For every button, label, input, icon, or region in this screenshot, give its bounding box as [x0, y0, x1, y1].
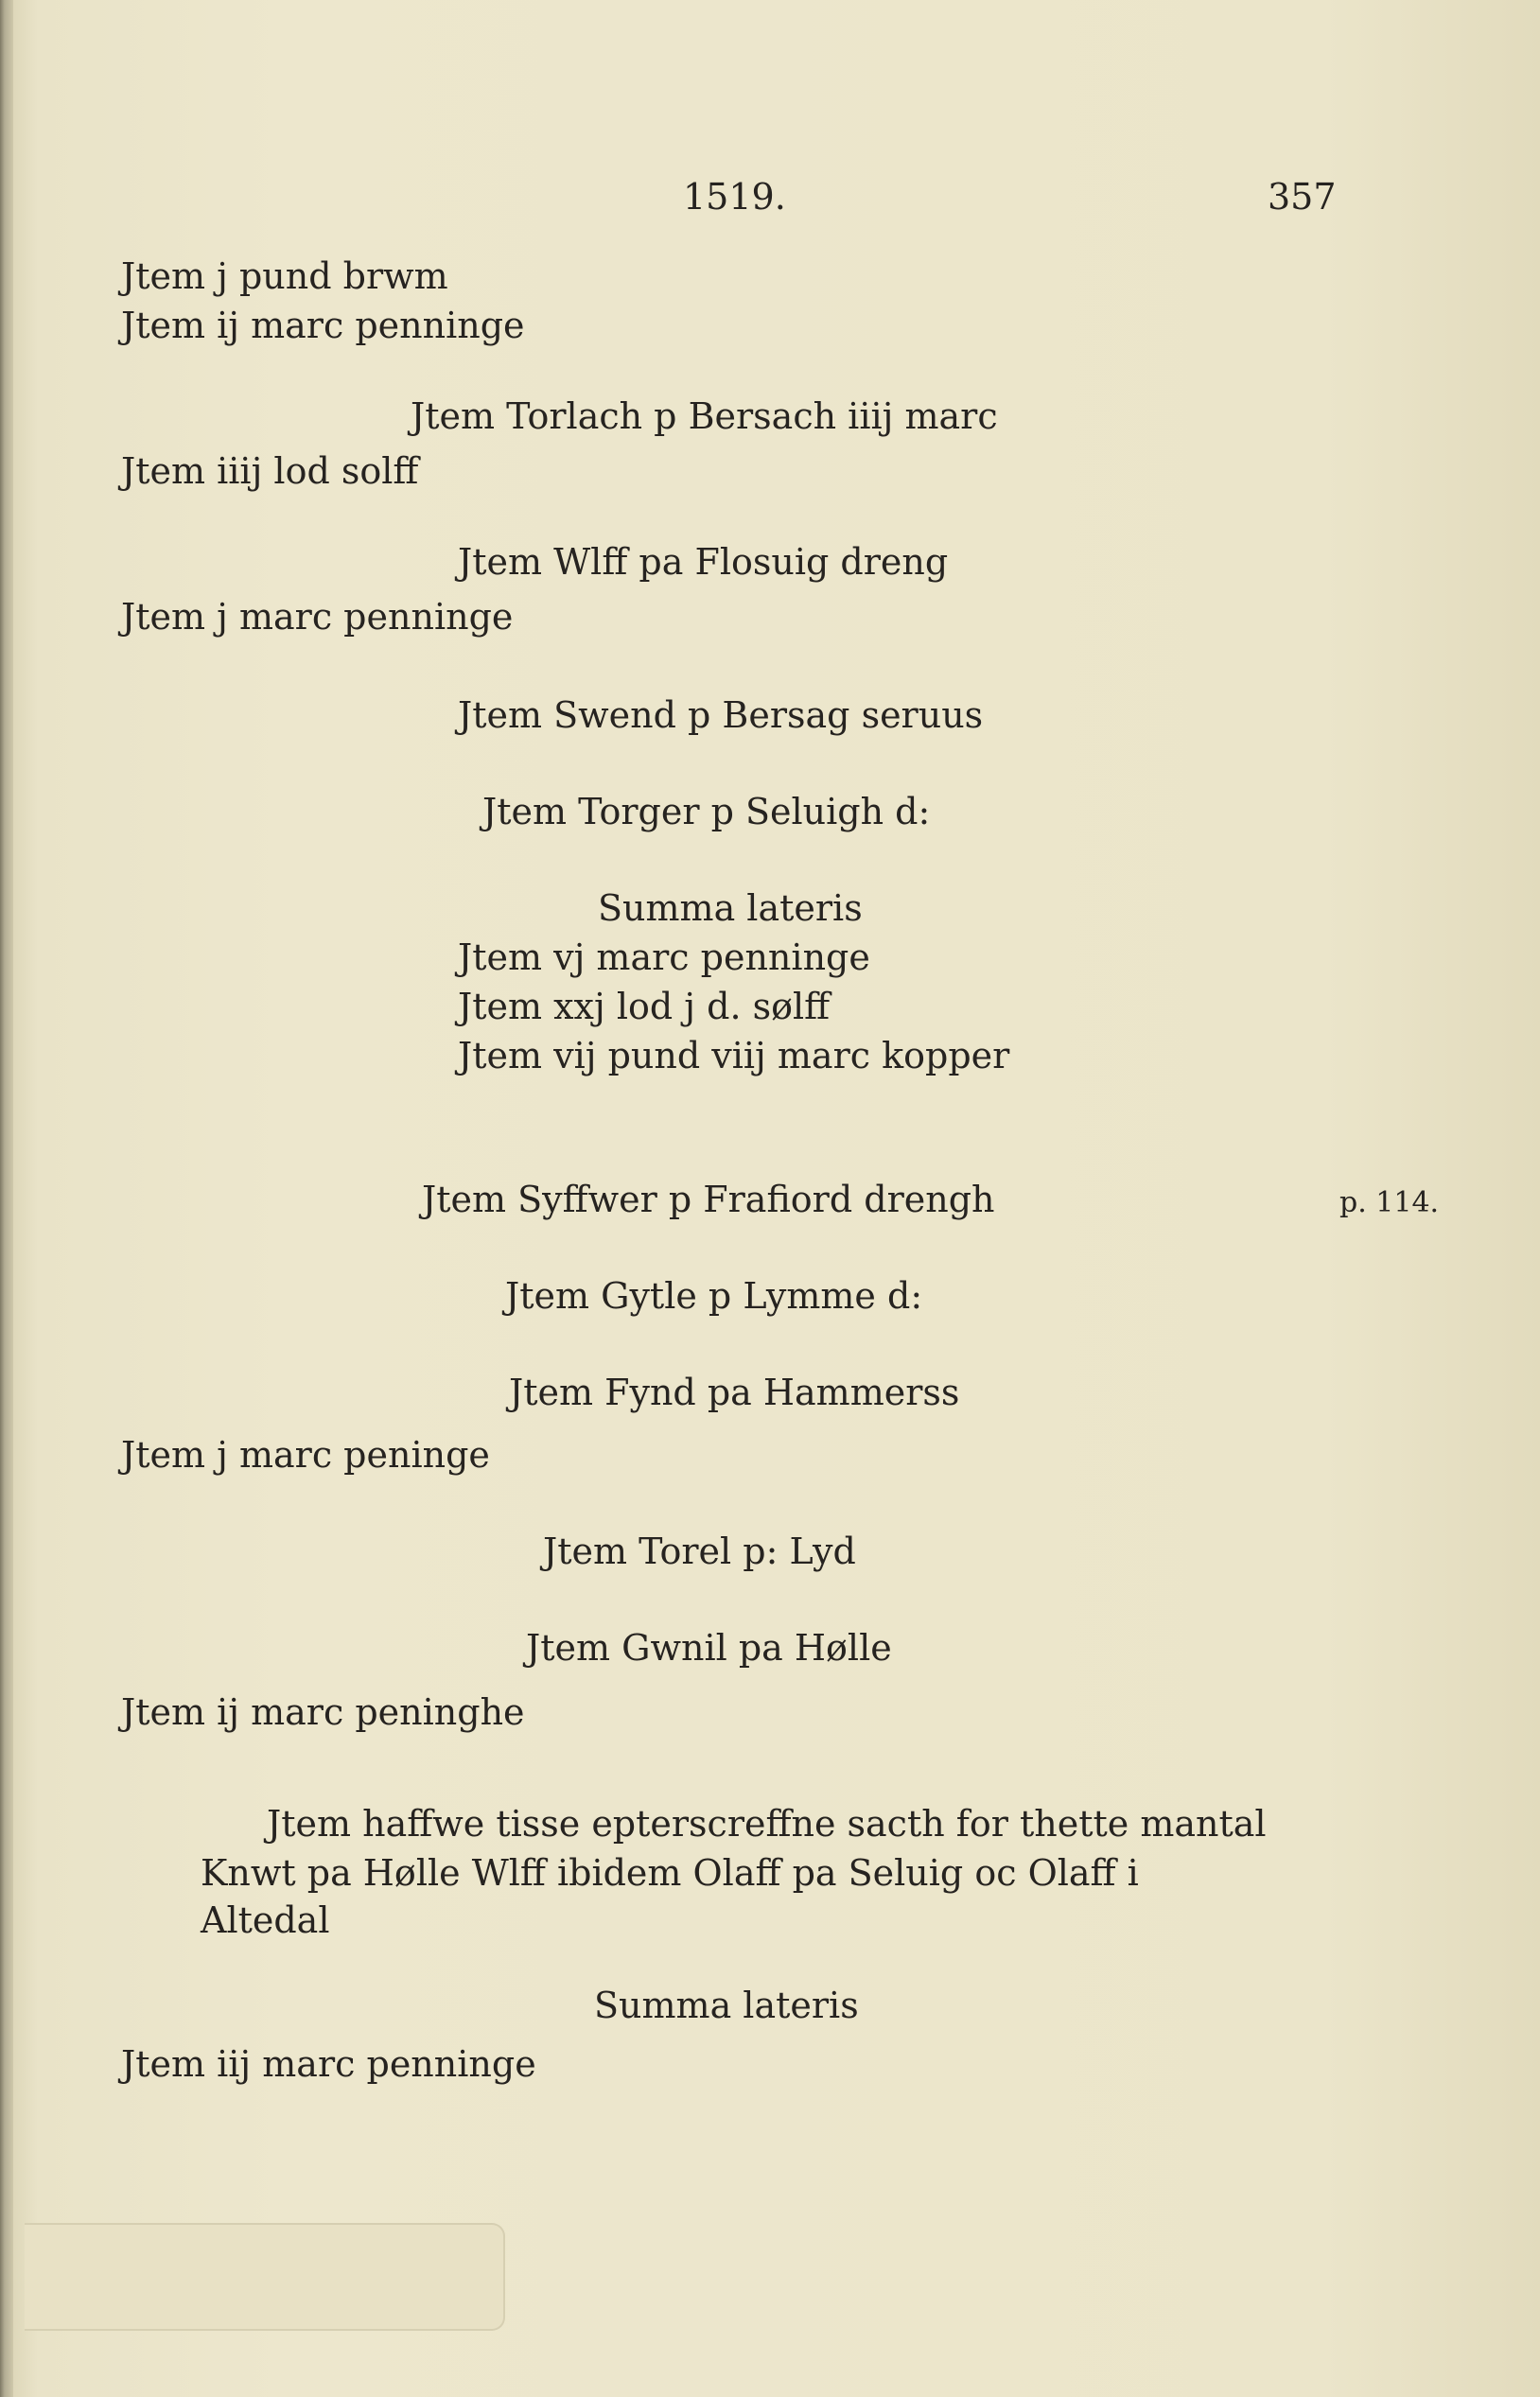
entry-line: Jtem vj marc penninge	[458, 936, 870, 978]
entry-line: Jtem iiij lod solff	[121, 450, 419, 492]
entry-line: Jtem j marc peninge	[121, 1434, 490, 1476]
page-number: 357	[1268, 176, 1337, 218]
entry-line: Jtem Syffwer p Frafiord drengh	[422, 1179, 995, 1220]
entry-line: Jtem Wlff pa Flosuig dreng	[458, 541, 949, 583]
entry-line: Jtem xxj lod j d. sølff	[458, 986, 831, 1027]
entry-line: Jtem Torel p: Lyd	[543, 1531, 856, 1572]
summa-lateris: Summa lateris	[598, 887, 863, 929]
paragraph-line: Jtem haffwe tisse epterscreffne sacth for thette mantal	[267, 1803, 1267, 1845]
entry-line: Jtem Gwnil pa Hølle	[526, 1627, 892, 1669]
page-binding-edge	[0, 0, 13, 2397]
entry-line: Jtem Fynd pa Hammerss	[509, 1372, 960, 1413]
entry-line: Jtem j pund brwm	[121, 255, 448, 297]
library-stamp-outline	[25, 2223, 505, 2331]
paragraph-line: Altedal	[201, 1899, 330, 1941]
entry-line: Jtem ij marc peninghe	[121, 1691, 525, 1733]
page-year: 1519.	[683, 176, 786, 218]
entry-line: Jtem j marc penninge	[121, 596, 514, 638]
entry-line: Jtem Gytle p Lymme d:	[505, 1275, 923, 1317]
entry-line: Jtem iij marc penninge	[121, 2043, 536, 2085]
margin-page-reference: p. 114.	[1339, 1186, 1440, 1219]
entry-line: Jtem ij marc penninge	[121, 305, 525, 346]
entry-line: Jtem Torger p Seluigh d:	[482, 791, 931, 832]
entry-line: Jtem Torlach p Bersach iiij marc	[411, 395, 998, 437]
entry-line: Jtem Swend p Bersag seruus	[458, 694, 984, 736]
summa-lateris: Summa lateris	[594, 1985, 859, 2026]
entry-line: Jtem vij pund viij marc kopper	[458, 1035, 1010, 1076]
paragraph-line: Knwt pa Hølle Wlff ibidem Olaff pa Seluig oc Olaff i	[201, 1852, 1139, 1894]
